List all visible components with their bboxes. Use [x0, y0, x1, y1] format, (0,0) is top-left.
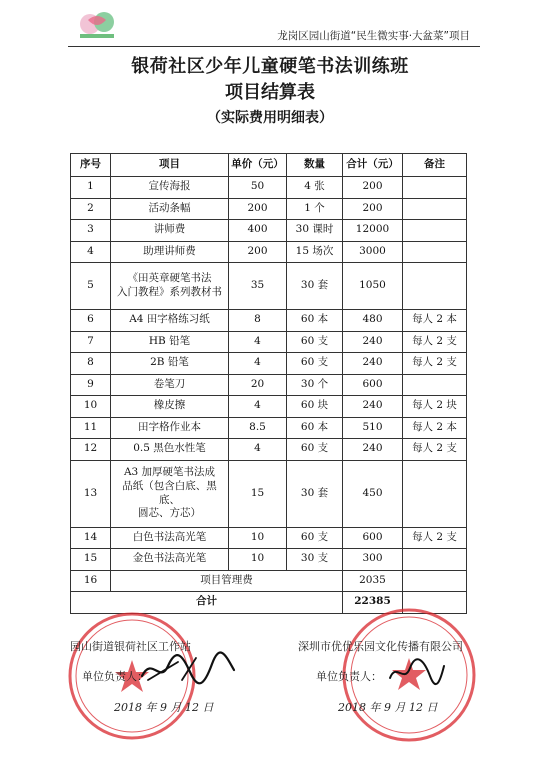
cell-quantity: 30 课时	[287, 220, 343, 242]
cell-remark	[403, 177, 467, 199]
table-row	[71, 353, 467, 375]
cell-quantity: 60 块	[287, 396, 343, 418]
cell-total: 240	[343, 331, 403, 353]
cell-no: 14	[71, 527, 111, 549]
col-header-quantity: 数量	[287, 154, 343, 177]
cell-item: 讲师费	[111, 220, 229, 242]
cell-total: 12000	[343, 220, 403, 242]
table-row	[71, 527, 467, 549]
document-title: 银荷社区少年儿童硬笔书法训练班	[131, 56, 409, 77]
cell-item: 宣传海报	[111, 177, 229, 199]
table-row	[71, 220, 467, 242]
cell-item: 卷笔刀	[111, 374, 229, 396]
cell-remark	[403, 374, 467, 396]
cell-no: 4	[71, 241, 111, 263]
cell-no: 15	[71, 549, 111, 571]
cell-total: 510	[343, 417, 403, 439]
left-person-label: 单位负责人：	[82, 670, 148, 683]
cell-no: 5	[71, 263, 111, 310]
cell-remark	[403, 241, 467, 263]
cell-item: 《田英章硬笔书法 入门教程》系列教材书	[111, 263, 229, 310]
cell-no: 16	[71, 570, 111, 592]
cell-no: 3	[71, 220, 111, 242]
cell-no: 12	[71, 439, 111, 461]
cell-remark	[403, 570, 467, 592]
right-org-name: 深圳市优优乐园文化传播有限公司	[298, 640, 463, 653]
cell-total: 240	[343, 396, 403, 418]
cell-remark	[403, 549, 467, 571]
table-row	[71, 331, 467, 353]
right-signature	[386, 656, 446, 688]
table-row	[71, 396, 467, 418]
cell-no: 8	[71, 353, 111, 375]
cell-quantity: 30 套	[287, 460, 343, 527]
col-header-no: 序号	[71, 154, 111, 177]
cell-remark: 每人 2 支	[403, 353, 467, 375]
cell-quantity: 15 场次	[287, 241, 343, 263]
cell-unit-price: 10	[229, 549, 287, 571]
cell-remark: 每人 2 本	[403, 310, 467, 332]
cell-no: 6	[71, 310, 111, 332]
cell-remark: 每人 2 本	[403, 417, 467, 439]
cell-remark	[403, 460, 467, 527]
cell-item: HB 铅笔	[111, 331, 229, 353]
cell-quantity: 30 个	[287, 374, 343, 396]
table-row	[71, 198, 467, 220]
col-header-unit-price: 单价（元）	[229, 154, 287, 177]
table-row	[71, 417, 467, 439]
document-note: （实际费用明细表）	[207, 110, 333, 126]
cell-unit-price: 4	[229, 396, 287, 418]
cell-unit-price: 35	[229, 263, 287, 310]
cell-quantity: 30 套	[287, 263, 343, 310]
cell-no: 9	[71, 374, 111, 396]
cell-quantity: 60 支	[287, 439, 343, 461]
cell-unit-price: 10	[229, 527, 287, 549]
cell-quantity: 30 支	[287, 549, 343, 571]
cell-unit-price: 4	[229, 331, 287, 353]
cell-unit-price: 200	[229, 241, 287, 263]
cell-total: 450	[343, 460, 403, 527]
cell-quantity: 1 个	[287, 198, 343, 220]
cell-remark	[403, 220, 467, 242]
cell-item: 2B 铅笔	[111, 353, 229, 375]
cell-remark: 每人 2 支	[403, 527, 467, 549]
mgmt-fee-label: 项目管理费	[111, 570, 343, 592]
cell-quantity: 60 本	[287, 417, 343, 439]
cell-remark: 每人 2 支	[403, 439, 467, 461]
cell-unit-price: 400	[229, 220, 287, 242]
cell-item: 田字格作业本	[111, 417, 229, 439]
cell-total: 600	[343, 527, 403, 549]
left-signature	[138, 650, 238, 690]
cell-unit-price: 20	[229, 374, 287, 396]
cell-total: 1050	[343, 263, 403, 310]
cell-no: 1	[71, 177, 111, 199]
header-rule	[68, 46, 480, 47]
program-logo	[68, 10, 128, 40]
col-header-item: 项目	[111, 154, 229, 177]
table-row	[71, 549, 467, 571]
document-subtitle: 项目结算表	[225, 82, 315, 103]
program-line: 龙岗区园山街道“民生微实事·大盆菜”项目	[277, 30, 470, 42]
cell-remark	[403, 198, 467, 220]
cell-total: 200	[343, 198, 403, 220]
table-row	[71, 241, 467, 263]
cell-unit-price: 200	[229, 198, 287, 220]
table-row	[71, 310, 467, 332]
right-date: 2018 年 9 月 12 日	[338, 701, 438, 714]
cell-total: 480	[343, 310, 403, 332]
cell-quantity: 60 本	[287, 310, 343, 332]
cell-remark: 每人 2 支	[403, 331, 467, 353]
cell-no: 10	[71, 396, 111, 418]
cell-item: A3 加厚硬笔书法成 品纸（包含白底、黑底、 圆芯、方芯）	[111, 460, 229, 527]
table-row	[71, 460, 467, 527]
cell-item: 助理讲师费	[111, 241, 229, 263]
cell-no: 2	[71, 198, 111, 220]
mgmt-fee-row	[71, 570, 467, 592]
cell-item: 橡皮擦	[111, 396, 229, 418]
cell-total: 240	[343, 353, 403, 375]
cell-quantity: 60 支	[287, 331, 343, 353]
table-row	[71, 439, 467, 461]
cell-unit-price: 8	[229, 310, 287, 332]
table-row	[71, 374, 467, 396]
cell-unit-price: 15	[229, 460, 287, 527]
table-header-row	[71, 154, 467, 177]
cell-item: 白色书法高光笔	[111, 527, 229, 549]
sum-total: 22385	[343, 592, 403, 614]
cell-remark: 每人 2 块	[403, 396, 467, 418]
right-person-label: 单位负责人：	[316, 670, 382, 683]
cell-total: 3000	[343, 241, 403, 263]
cell-item: 0.5 黑色水性笔	[111, 439, 229, 461]
cell-quantity: 60 支	[287, 353, 343, 375]
cell-total: 300	[343, 549, 403, 571]
cell-no: 11	[71, 417, 111, 439]
col-header-total: 合计（元）	[343, 154, 403, 177]
cell-remark	[403, 263, 467, 310]
cell-total: 240	[343, 439, 403, 461]
cell-item: 金色书法高光笔	[111, 549, 229, 571]
table-row	[71, 263, 467, 310]
left-date: 2018 年 9 月 12 日	[114, 701, 214, 714]
table-row	[71, 177, 467, 199]
mgmt-fee-total: 2035	[343, 570, 403, 592]
cell-unit-price: 50	[229, 177, 287, 199]
cell-item: A4 田字格练习纸	[111, 310, 229, 332]
cell-quantity: 4 张	[287, 177, 343, 199]
cell-total: 600	[343, 374, 403, 396]
cell-no: 13	[71, 460, 111, 527]
cell-total: 200	[343, 177, 403, 199]
settlement-table	[70, 153, 467, 614]
sum-label: 合计	[71, 592, 343, 614]
cell-unit-price: 4	[229, 439, 287, 461]
cell-quantity: 60 支	[287, 527, 343, 549]
col-header-remark: 备注	[403, 154, 467, 177]
cell-no: 7	[71, 331, 111, 353]
left-org-name: 园山街道银荷社区工作站	[70, 640, 191, 653]
cell-item: 活动条幅	[111, 198, 229, 220]
cell-unit-price: 4	[229, 353, 287, 375]
cell-unit-price: 8.5	[229, 417, 287, 439]
